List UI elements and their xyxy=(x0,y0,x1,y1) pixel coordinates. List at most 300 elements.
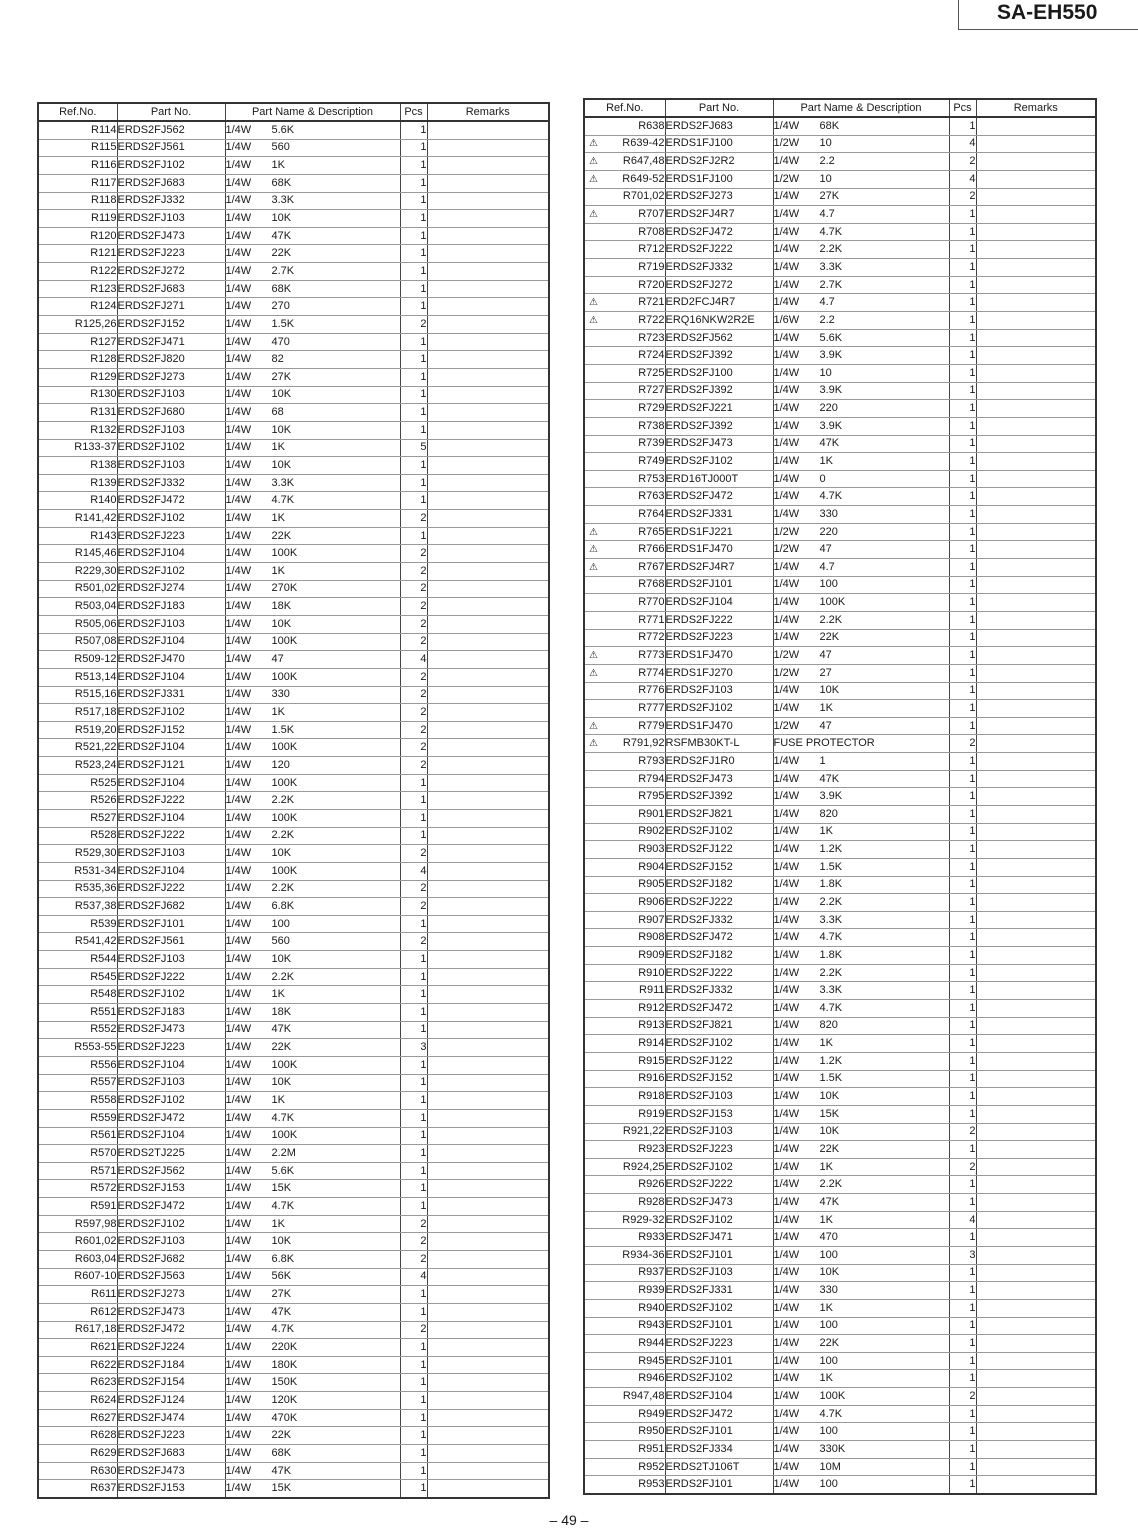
ref-no: R793 xyxy=(638,754,665,767)
cell-remarks xyxy=(976,1211,1096,1229)
cell-description xyxy=(773,135,949,153)
table-row xyxy=(584,770,1096,788)
value: 2.7K xyxy=(819,278,843,291)
pcs: 1 xyxy=(420,1023,427,1036)
cell-part-no xyxy=(117,1392,225,1410)
cell-remarks xyxy=(427,792,549,810)
value: 3.3K xyxy=(819,913,843,926)
part-no: ERDS2FJ102 xyxy=(117,159,185,172)
table-row xyxy=(38,951,549,969)
cell-part-no xyxy=(117,1074,225,1092)
part-no: ERDS2FJ472 xyxy=(665,490,733,503)
cell-part-no xyxy=(117,227,225,245)
warning-icon: ⚠ xyxy=(589,209,598,221)
cell-remarks xyxy=(427,227,549,245)
pcs: 4 xyxy=(969,1213,976,1226)
pcs: 1 xyxy=(969,296,976,309)
rating: 1/4W xyxy=(773,1178,800,1191)
cell-description xyxy=(773,1176,949,1194)
cell-description xyxy=(225,227,400,245)
part-no: ERDS2FJ222 xyxy=(665,966,733,979)
cell-part-no xyxy=(117,121,225,139)
rating: 1/4W xyxy=(225,1288,252,1301)
table-row xyxy=(584,576,1096,594)
ref-no: R630 xyxy=(90,1464,117,1477)
cell-part-no xyxy=(117,333,225,351)
value: 22K xyxy=(271,529,292,542)
rating: 1/6W xyxy=(773,313,800,326)
cell-ref-no xyxy=(38,845,117,863)
part-no: ERDS2FJ473 xyxy=(117,1023,185,1036)
cell-pcs xyxy=(400,968,427,986)
cell-part-no xyxy=(665,170,773,188)
table-row xyxy=(38,333,549,351)
value: 2.2K xyxy=(819,1178,843,1191)
value: 100 xyxy=(819,1248,838,1261)
part-no: ERDS2FJ152 xyxy=(665,1072,733,1085)
ref-no: R724 xyxy=(638,349,665,362)
value: 4.7K xyxy=(819,931,843,944)
ref-no: R951 xyxy=(638,1442,665,1455)
ref-no: R649-52 xyxy=(622,172,665,185)
part-no: ERDS1FJ270 xyxy=(665,666,733,679)
table-row xyxy=(584,876,1096,894)
cell-part-no xyxy=(665,1370,773,1388)
pcs: 1 xyxy=(420,1164,427,1177)
table-row xyxy=(38,1162,549,1180)
rating: 1/4W xyxy=(773,790,800,803)
ref-no: R571 xyxy=(90,1164,117,1177)
cell-remarks xyxy=(976,1017,1096,1035)
cell-part-no xyxy=(117,1445,225,1463)
cell-pcs xyxy=(949,259,976,277)
col-header-ref: Ref.No. xyxy=(584,99,665,117)
pcs: 1 xyxy=(969,684,976,697)
pcs: 2 xyxy=(420,847,427,860)
table-row xyxy=(38,439,549,457)
warning-icon: ⚠ xyxy=(589,544,598,556)
cell-remarks xyxy=(976,1105,1096,1123)
cell-part-no xyxy=(665,841,773,859)
part-no: ERDS2FJ103 xyxy=(117,212,185,225)
cell-pcs xyxy=(400,1180,427,1198)
cell-part-no xyxy=(665,206,773,224)
ref-no: R544 xyxy=(90,952,117,965)
pcs: 1 xyxy=(969,1442,976,1455)
table-row xyxy=(38,474,549,492)
rating: 1/4W xyxy=(225,1005,252,1018)
cell-ref-no xyxy=(38,280,117,298)
part-no: ERDS2FJ104 xyxy=(117,635,185,648)
pcs: 1 xyxy=(969,948,976,961)
cell-ref-no xyxy=(584,753,665,771)
cell-pcs xyxy=(949,1458,976,1476)
value: 10M xyxy=(819,1460,841,1473)
ref-no: R719 xyxy=(638,260,665,273)
ref-no: R597,98 xyxy=(74,1217,117,1230)
ref-no: R794 xyxy=(638,772,665,785)
pcs: 2 xyxy=(420,1235,427,1248)
cell-ref-no xyxy=(38,139,117,157)
value: 1K xyxy=(271,511,285,524)
cell-pcs xyxy=(949,1070,976,1088)
value: 22K xyxy=(271,1041,292,1054)
value: 10 xyxy=(819,172,832,185)
rating: 1/4W xyxy=(225,141,252,154)
ref-no: R558 xyxy=(90,1094,117,1107)
cell-part-no xyxy=(665,312,773,330)
cell-ref-no xyxy=(38,651,117,669)
value: 10K xyxy=(819,684,840,697)
rating: 1/4W xyxy=(225,582,252,595)
cell-pcs xyxy=(400,933,427,951)
part-no: ERDS2FJ332 xyxy=(117,476,185,489)
value: 15K xyxy=(819,1107,840,1120)
cell-remarks xyxy=(427,545,549,563)
value: 270K xyxy=(271,582,298,595)
cell-remarks xyxy=(427,316,549,334)
table-row xyxy=(38,757,549,775)
value: 2.2 xyxy=(819,313,835,326)
part-no: ERDS2FJ273 xyxy=(665,190,733,203)
value: 68 xyxy=(271,406,284,419)
ref-no: R627 xyxy=(90,1411,117,1424)
cell-part-no xyxy=(665,400,773,418)
rating: 1/4W xyxy=(225,247,252,260)
value: 47 xyxy=(271,653,284,666)
cell-ref-no xyxy=(584,805,665,823)
cell-description xyxy=(225,1039,400,1057)
rating: 1/4W xyxy=(773,860,800,873)
part-no: ERDS1FJ221 xyxy=(665,525,733,538)
ref-no: R921,22 xyxy=(622,1125,665,1138)
table-row xyxy=(584,1105,1096,1123)
cell-ref-no xyxy=(38,757,117,775)
cell-remarks xyxy=(976,347,1096,365)
rating: 1/4W xyxy=(225,952,252,965)
table-row xyxy=(584,823,1096,841)
cell-description xyxy=(773,1158,949,1176)
value: 10K xyxy=(819,1125,840,1138)
table-row xyxy=(38,598,549,616)
table-row xyxy=(38,1427,549,1445)
pcs: 1 xyxy=(969,507,976,520)
rating: 1/4W xyxy=(773,490,800,503)
pcs: 1 xyxy=(420,1005,427,1018)
cell-remarks xyxy=(427,404,549,422)
part-no: ERDS2FJ562 xyxy=(665,331,733,344)
pcs: 1 xyxy=(969,208,976,221)
rating: 1/4W xyxy=(773,1160,800,1173)
cell-pcs xyxy=(400,1286,427,1304)
rating: 1/4W xyxy=(773,966,800,979)
pcs: 1 xyxy=(969,419,976,432)
cell-part-no xyxy=(117,686,225,704)
pcs: 1 xyxy=(969,1354,976,1367)
cell-part-no xyxy=(117,1321,225,1339)
cell-description xyxy=(225,1268,400,1286)
cell-description xyxy=(225,809,400,827)
part-no: ERDS2FJ680 xyxy=(117,406,185,419)
table-row xyxy=(584,470,1096,488)
cell-remarks xyxy=(976,1088,1096,1106)
value: 100 xyxy=(819,578,838,591)
cell-remarks xyxy=(976,788,1096,806)
cell-pcs xyxy=(400,951,427,969)
cell-part-no xyxy=(117,1056,225,1074)
ref-no: R639-42 xyxy=(622,137,665,150)
part-no: ERDS2FJ183 xyxy=(117,1005,185,1018)
value: 180K xyxy=(271,1358,298,1371)
cell-description xyxy=(225,492,400,510)
cell-ref-no xyxy=(584,594,665,612)
table-row xyxy=(584,682,1096,700)
cell-ref-no xyxy=(584,364,665,382)
cell-description xyxy=(225,121,400,139)
cell-remarks xyxy=(976,841,1096,859)
pcs: 1 xyxy=(420,406,427,419)
warning-icon: ⚠ xyxy=(589,297,598,309)
cell-pcs xyxy=(949,735,976,753)
rating: 1/4W xyxy=(773,331,800,344)
cell-ref-no xyxy=(584,1194,665,1212)
col-header-description: Part Name & Description xyxy=(773,99,949,117)
cell-part-no xyxy=(665,964,773,982)
rating: 1/4W xyxy=(225,1182,252,1195)
value: 56K xyxy=(271,1270,292,1283)
ref-no: R139 xyxy=(90,476,117,489)
cell-ref-no xyxy=(584,506,665,524)
value: 10K xyxy=(271,847,292,860)
table-row xyxy=(584,982,1096,1000)
ref-no: R128 xyxy=(90,353,117,366)
cell-ref-no xyxy=(584,1052,665,1070)
cell-pcs xyxy=(949,894,976,912)
pcs: 1 xyxy=(969,1372,976,1385)
value: 560 xyxy=(271,935,290,948)
ref-no: R937 xyxy=(638,1266,665,1279)
rating: 1/4W xyxy=(773,1354,800,1367)
cell-ref-no xyxy=(584,329,665,347)
table-row xyxy=(38,827,549,845)
cell-ref-no xyxy=(38,527,117,545)
cell-pcs xyxy=(949,858,976,876)
ref-no: R132 xyxy=(90,423,117,436)
cell-remarks xyxy=(427,721,549,739)
value: 5.6K xyxy=(271,1164,295,1177)
cell-description xyxy=(773,541,949,559)
ref-no: R749 xyxy=(638,454,665,467)
cell-part-no xyxy=(665,223,773,241)
cell-pcs xyxy=(949,1370,976,1388)
part-no: ERDS2FJ224 xyxy=(117,1341,185,1354)
pcs: 1 xyxy=(969,772,976,785)
warning-icon: ⚠ xyxy=(589,314,598,326)
cell-remarks xyxy=(976,1229,1096,1247)
value: 2.2K xyxy=(819,966,843,979)
table-row xyxy=(584,170,1096,188)
cell-remarks xyxy=(427,633,549,651)
cell-description xyxy=(225,862,400,880)
ref-no: R701,02 xyxy=(622,190,665,203)
cell-ref-no xyxy=(584,400,665,418)
cell-ref-no xyxy=(38,1021,117,1039)
cell-pcs xyxy=(400,1233,427,1251)
cell-pcs xyxy=(949,1052,976,1070)
cell-pcs xyxy=(949,1000,976,1018)
cell-remarks xyxy=(976,259,1096,277)
cell-ref-no xyxy=(584,964,665,982)
part-no: ERDS2FJ683 xyxy=(117,176,185,189)
cell-description xyxy=(225,951,400,969)
table-row xyxy=(38,298,549,316)
cell-pcs xyxy=(949,805,976,823)
cell-remarks xyxy=(427,510,549,528)
value: 47K xyxy=(819,1195,840,1208)
table-row xyxy=(38,1251,549,1269)
part-no: ERDS2FJ562 xyxy=(117,123,185,136)
rating: 1/4W xyxy=(225,282,252,295)
pcs: 1 xyxy=(420,1199,427,1212)
table-row xyxy=(584,717,1096,735)
cell-ref-no xyxy=(584,312,665,330)
pcs: 1 xyxy=(969,1019,976,1032)
table-header xyxy=(584,99,1096,117)
ref-no: R611 xyxy=(91,1288,117,1301)
cell-remarks xyxy=(427,1127,549,1145)
pcs: 1 xyxy=(969,119,976,132)
pcs: 1 xyxy=(969,666,976,679)
ref-no: R934-36 xyxy=(622,1248,665,1261)
cell-ref-no xyxy=(584,1141,665,1159)
cell-remarks xyxy=(976,682,1096,700)
cell-pcs xyxy=(400,280,427,298)
cell-remarks xyxy=(427,598,549,616)
cell-description xyxy=(225,404,400,422)
value: 100 xyxy=(819,1319,838,1332)
cell-remarks xyxy=(976,1388,1096,1406)
cell-remarks xyxy=(427,1233,549,1251)
value: 100K xyxy=(271,635,298,648)
cell-remarks xyxy=(427,774,549,792)
part-no: ERDS2FJ101 xyxy=(665,1425,733,1438)
cell-remarks xyxy=(427,1392,549,1410)
table-row xyxy=(584,1405,1096,1423)
part-no: ERDS1FJ470 xyxy=(665,649,733,662)
table-row xyxy=(584,1229,1096,1247)
cell-part-no xyxy=(665,523,773,541)
value: 47 xyxy=(819,543,832,556)
cell-ref-no xyxy=(38,351,117,369)
pcs: 1 xyxy=(420,811,427,824)
part-no: ERDS2FJ472 xyxy=(117,494,185,507)
cell-ref-no xyxy=(38,492,117,510)
cell-part-no xyxy=(117,827,225,845)
part-no: ERDS2FJ473 xyxy=(665,437,733,450)
value: 6.8K xyxy=(271,900,295,912)
ref-no: R548 xyxy=(90,988,117,1001)
value: 1K xyxy=(271,441,285,454)
pcs: 1 xyxy=(969,896,976,908)
cell-pcs xyxy=(400,457,427,475)
cell-description xyxy=(225,933,400,951)
cell-part-no xyxy=(117,809,225,827)
value: 220 xyxy=(819,525,838,538)
cell-pcs xyxy=(949,1441,976,1459)
rating: 1/4W xyxy=(773,419,800,432)
rating: 1/4W xyxy=(225,1464,252,1477)
table-row xyxy=(584,523,1096,541)
table-row xyxy=(38,580,549,598)
cell-description xyxy=(773,1052,949,1070)
part-no: ERDS1FJ470 xyxy=(665,719,733,732)
cell-remarks xyxy=(976,1476,1096,1494)
cell-pcs xyxy=(400,474,427,492)
cell-pcs xyxy=(400,545,427,563)
part-no: ERDS2FJ820 xyxy=(117,353,185,366)
cell-ref-no xyxy=(584,1317,665,1335)
table-row xyxy=(38,933,549,951)
rating: 1/4W xyxy=(773,296,800,309)
cell-remarks xyxy=(427,704,549,722)
part-no: ERDS2FJ103 xyxy=(117,388,185,401)
part-no: ERDS2FJ331 xyxy=(665,1284,733,1297)
table-row xyxy=(584,364,1096,382)
part-no: ERDS2FJ682 xyxy=(117,1252,185,1265)
value: 330 xyxy=(819,507,838,520)
cell-ref-no xyxy=(584,435,665,453)
part-no: ERDS2FJ222 xyxy=(665,896,733,908)
cell-part-no xyxy=(117,704,225,722)
ref-no: R933 xyxy=(638,1231,665,1244)
cell-part-no xyxy=(665,506,773,524)
cell-ref-no xyxy=(584,417,665,435)
cell-remarks xyxy=(427,1268,549,1286)
value: 3.3K xyxy=(271,476,295,489)
value: 270 xyxy=(271,300,290,313)
rating: 1/4W xyxy=(773,825,800,838)
cell-ref-no xyxy=(584,1370,665,1388)
cell-pcs xyxy=(400,598,427,616)
cell-part-no xyxy=(117,527,225,545)
pcs: 2 xyxy=(420,617,427,630)
table-row xyxy=(38,704,549,722)
cell-pcs xyxy=(400,1251,427,1269)
table-row xyxy=(38,1480,549,1498)
value: 82 xyxy=(271,353,284,366)
cell-remarks xyxy=(976,664,1096,682)
cell-ref-no xyxy=(38,386,117,404)
cell-remarks xyxy=(427,986,549,1004)
ref-no: R539 xyxy=(90,917,117,930)
table-row xyxy=(38,809,549,827)
cell-part-no xyxy=(117,368,225,386)
cell-part-no xyxy=(665,1000,773,1018)
value: 18K xyxy=(271,1005,292,1018)
rating: 1/4W xyxy=(225,1199,252,1212)
pcs: 1 xyxy=(420,282,427,295)
part-no: ERDS2FJ103 xyxy=(117,1235,185,1248)
rating: 1/4W xyxy=(773,1407,800,1420)
cell-part-no xyxy=(117,1356,225,1374)
rating: 1/4W xyxy=(773,1001,800,1014)
value: 470 xyxy=(819,1231,838,1244)
cell-part-no xyxy=(117,1374,225,1392)
cell-remarks xyxy=(976,647,1096,665)
ref-no: R637 xyxy=(90,1482,117,1495)
value: 47K xyxy=(271,1305,292,1318)
table-row xyxy=(584,1035,1096,1053)
